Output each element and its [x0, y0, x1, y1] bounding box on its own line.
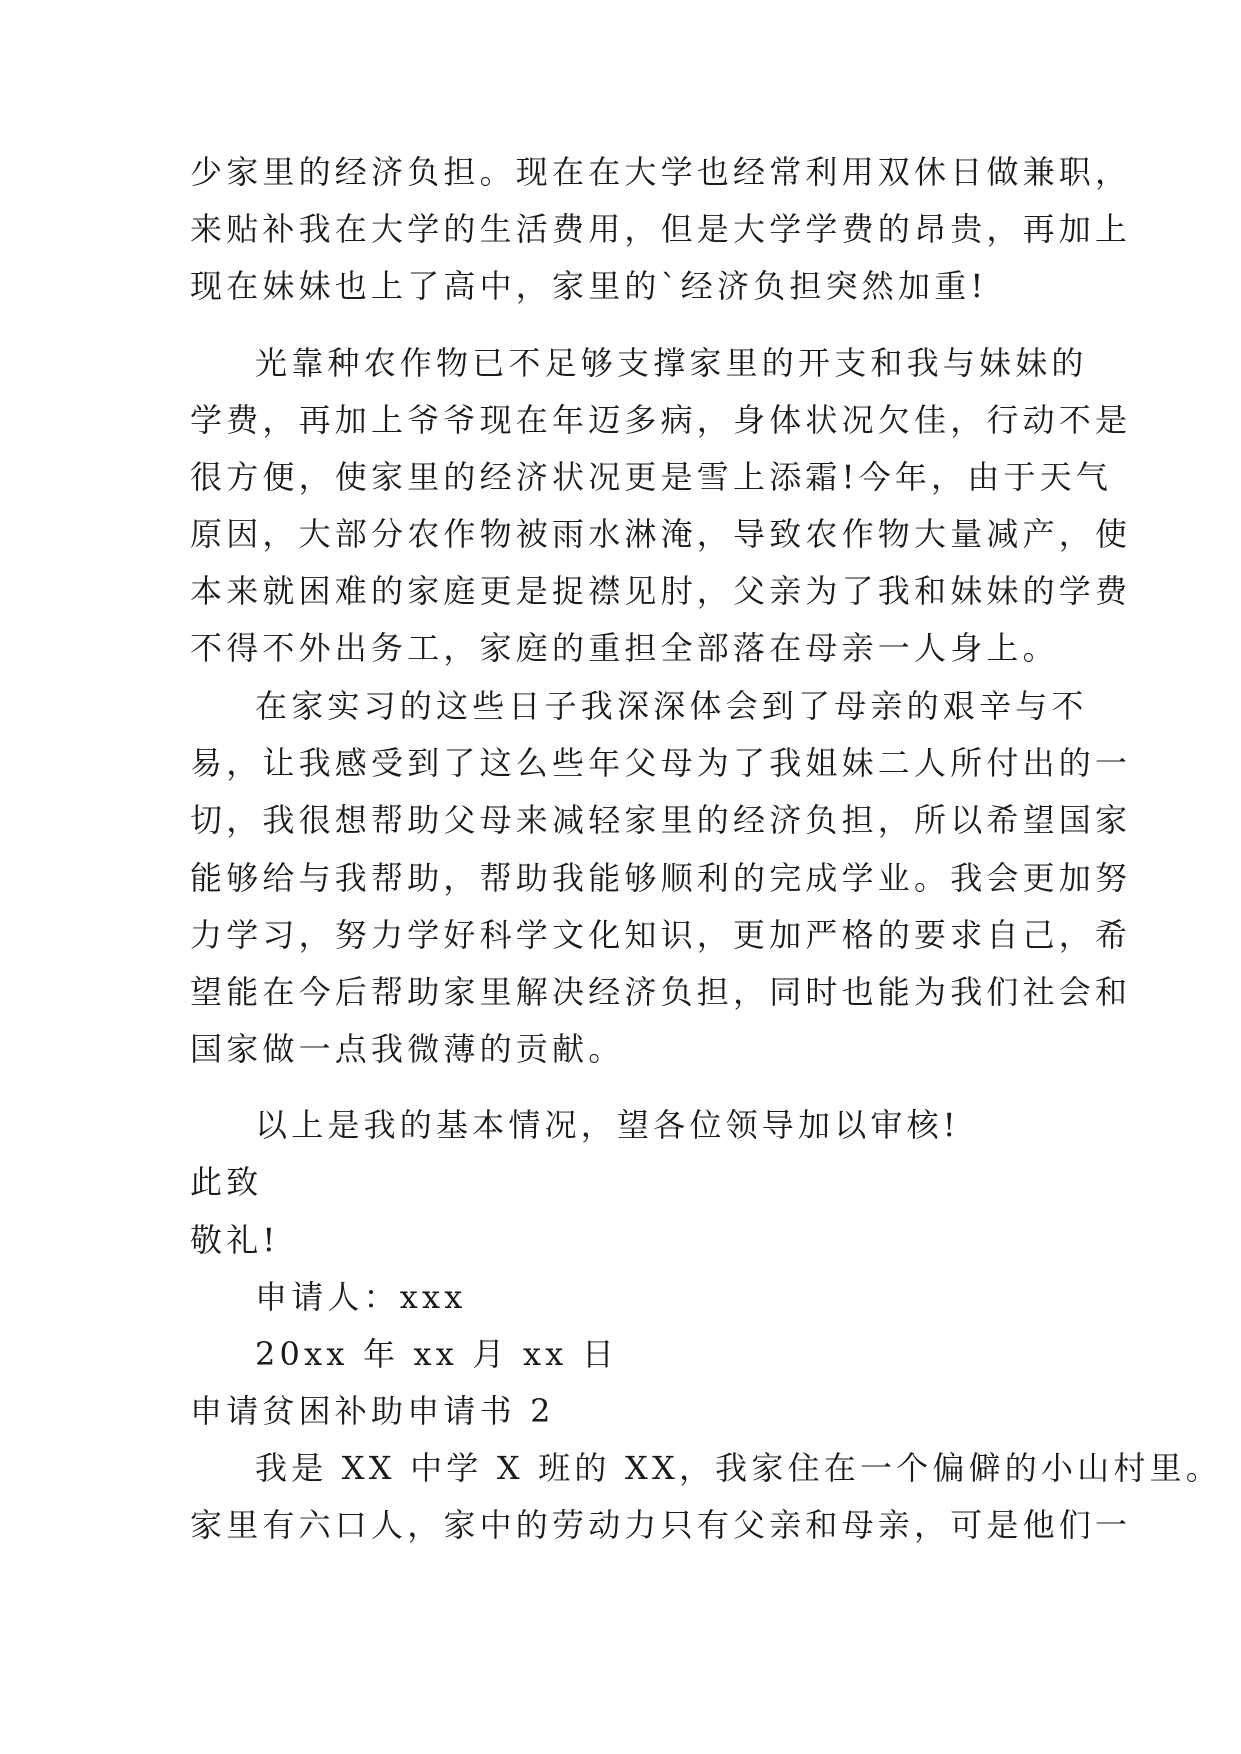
text-line: 来贴补我在大学的生活费用，但是大学学费的昂贵，再加上	[190, 210, 1132, 248]
text-line: 原因，大部分农作物被雨水淋淹，导致农作物大量减产，使	[190, 515, 1132, 553]
applicant-line: 申请人：xxx	[255, 1278, 467, 1316]
text-line: 学费，再加上爷爷现在年迈多病，身体状况欠佳，行动不是	[190, 401, 1132, 439]
text-line: 易，让我感受到了这么些年父母为了我姐妹二人所付出的一	[190, 744, 1132, 782]
paragraph-first-line: 在家实习的这些日子我深深体会到了母亲的艰辛与不	[255, 687, 1088, 725]
text-line: 本来就困难的家庭更是捉襟见肘，父亲为了我和妹妹的学费	[190, 572, 1132, 610]
date-line: 20xx 年 xx 月 xx 日	[255, 1335, 619, 1373]
paragraph-first-line: 光靠种农作物已不足够支撑家里的开支和我与妹妹的	[255, 344, 1088, 382]
text-line: 现在妹妹也上了高中，家里的`经济负担突然加重!	[190, 267, 988, 305]
text-line: 不得不外出务工，家庭的重担全部落在母亲一人身上。	[190, 629, 1059, 667]
paragraph-first-line: 以上是我的基本情况，望各位领导加以审核!	[255, 1106, 960, 1144]
salutation-line: 此致	[190, 1163, 263, 1201]
text-line: 家里有六口人，家中的劳动力只有父亲和母亲，可是他们一	[190, 1506, 1132, 1544]
text-line: 力学习，努力学好科学文化知识，更加严格的要求自己，希	[190, 916, 1132, 954]
section-title: 申请贫困补助申请书 2	[190, 1392, 555, 1430]
text-line: 很方便，使家里的经济状况更是雪上添霜!今年，由于天气	[190, 458, 1113, 496]
text-line: 国家做一点我微薄的贡献。	[190, 1030, 625, 1068]
text-line: 切，我很想帮助父母来减轻家里的经济负担，所以希望国家	[190, 801, 1132, 839]
text-line: 望能在今后帮助家里解决经济负担，同时也能为我们社会和	[190, 973, 1132, 1011]
text-line: 少家里的经济负担。现在在大学也经常利用双休日做兼职，	[190, 153, 1132, 191]
salutation-line: 敬礼!	[190, 1221, 280, 1259]
text-line: 能够给与我帮助，帮助我能够顺利的完成学业。我会更加努	[190, 859, 1132, 897]
paragraph-first-line: 我是 XX 中学 X 班的 XX，我家住在一个偏僻的小山村里。	[255, 1449, 1222, 1487]
